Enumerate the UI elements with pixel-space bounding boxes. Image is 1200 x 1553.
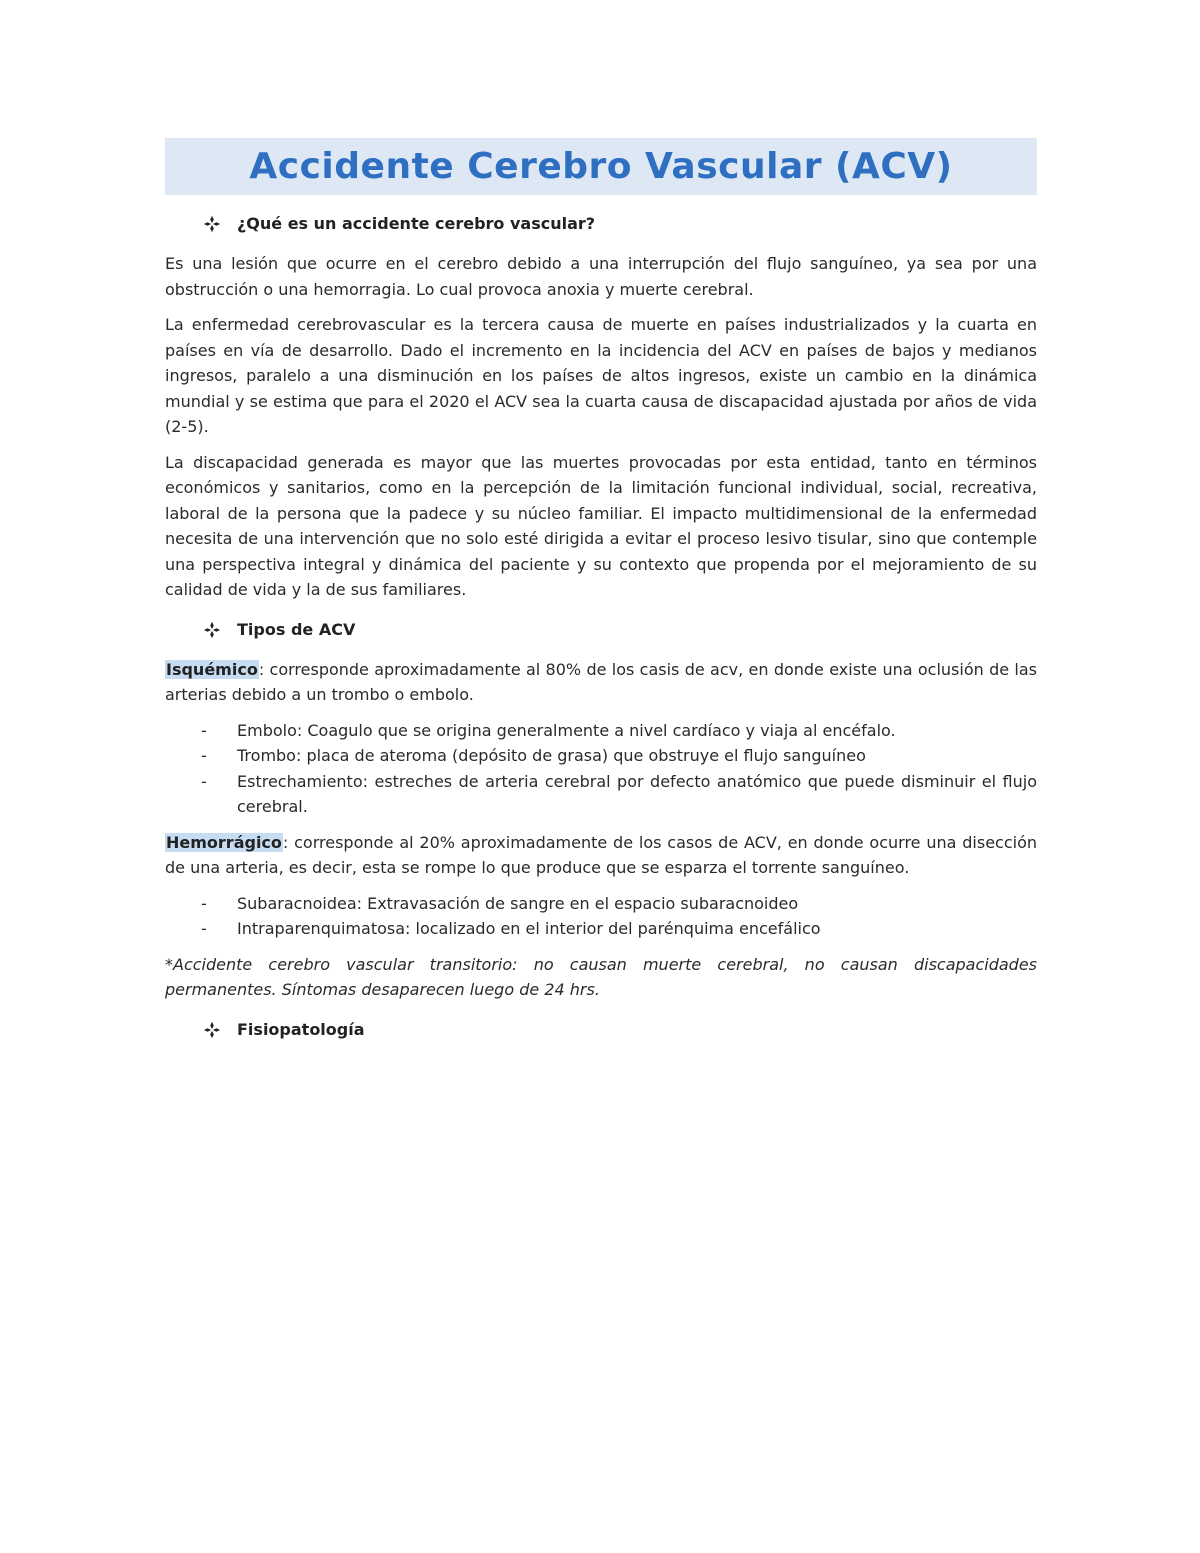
document-body (165, 138, 1037, 1057)
highlighted-term-hemorragico: Hemorrágico (166, 832, 282, 852)
dash-bullet: - (201, 919, 207, 938)
list-item-text: Trombo: placa de ateroma (depósito de grasa) que obstruye el flujo sanguíneo (237, 746, 866, 765)
dash-bullet: - (201, 893, 207, 913)
section-heading-tipos (203, 617, 1037, 643)
list-item-text: Estrechamiento: estreches de arteria cerebral por defecto anatómico que puede disminuir el flujo cerebral. (237, 771, 1037, 816)
section-heading-text: Fisiopatología (237, 1019, 365, 1039)
list-item (165, 891, 1037, 917)
dash-bullet: - (201, 720, 207, 740)
dash-bullet: - (201, 771, 207, 791)
paragraph-hemorragico (165, 830, 1037, 881)
list-item-text: Subaracnoidea: Extravasación de sangre en el espacio subaracnoideo (237, 893, 799, 913)
section-heading-que-es (203, 211, 1037, 237)
list-hemorragico-types (165, 891, 1037, 942)
paragraph-epidemiology: La enfermedad cerebrovascular es la tercera causa de muerte en países industrializados y la cuarta en países en vía de desarrollo. Dado el incremento en la incidencia del ACV en países de bajos y medianos ingresos, paralelo a una disminución en los países de altos ingresos, existe un cambio en la dinámica mundial y se estima que para el 2020 el ACV sea la cuarta causa de discapacidad ajustada por años de vida (2-5). (165, 315, 1037, 436)
hemorragico-description: : corresponde al 20% aproximadamente de los casos de ACV, en donde ocurre una disección de una arteria, es decir, esta se rompe lo que produce que se esparza el torrente sanguíneo. (165, 832, 1037, 877)
list-item (165, 769, 1037, 820)
four-diamond-bullet-icon (203, 1021, 221, 1039)
four-diamond-bullet-icon (203, 215, 221, 233)
list-item (165, 718, 1037, 744)
note-transitorio: *Accidente cerebro vascular transitorio: no causan muerte cerebral, no causan discapacidades permanentes. Síntomas desaparecen luego de 24 hrs. (165, 954, 1037, 999)
highlighted-term-isquemico: Isquémico (166, 659, 258, 679)
title-band (165, 138, 1037, 195)
four-diamond-bullet-icon (203, 621, 221, 639)
document-title: Accidente Cerebro Vascular (ACV) (249, 145, 953, 187)
section-heading-text: Tipos de ACV (237, 619, 356, 639)
paragraph-definition: Es una lesión que ocurre en el cerebro debido a una interrupción del flujo sanguíneo, ya sea por una obstrucción o una hemorragia. Lo cual provoca anoxia y muerte cerebral. (165, 254, 1037, 299)
dash-bullet: - (201, 746, 207, 765)
section-heading-text: ¿Qué es un accidente cerebro vascular? (237, 214, 596, 233)
isquemico-description: : corresponde aproximadamente al 80% de los casis de acv, en donde existe una oclusión de las arterias debido a un trombo o embolo. (165, 659, 1037, 704)
list-item (165, 916, 1037, 942)
list-isquemico-types (165, 718, 1037, 820)
section-heading-fisiopatologia (203, 1017, 1037, 1043)
paragraph-isquemico (165, 657, 1037, 708)
list-item (165, 743, 1037, 769)
list-item-text: Embolo: Coagulo que se origina generalmente a nivel cardíaco y viaja al encéfalo. (237, 720, 896, 740)
list-item-text: Intraparenquimatosa: localizado en el interior del parénquima encefálico (237, 919, 821, 938)
paragraph-disability: La discapacidad generada es mayor que las muertes provocadas por esta entidad, tanto en términos económicos y sanitarios, como en la percepción de la limitación funcional individual, social, recreativa, laboral de la persona que la padece y su núcleo familiar. El impacto multidimensional de la enfermedad necesita de una intervención que no solo esté dirigida a evitar el proceso lesivo tisular, sino que contemple una perspectiva integral y dinámica del paciente y su contexto que propenda por el mejoramiento de su calidad de vida y la de sus familiares. (165, 452, 1037, 599)
